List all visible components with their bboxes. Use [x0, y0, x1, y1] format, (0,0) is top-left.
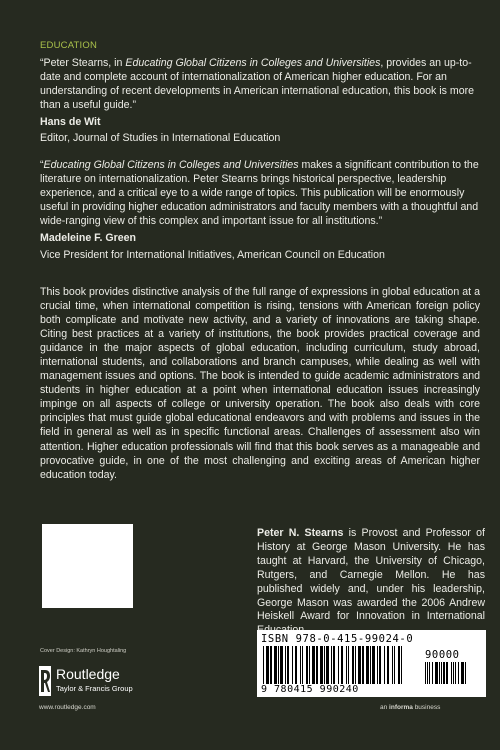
barcode-bar [366, 646, 369, 684]
author-bio [257, 527, 485, 638]
barcode-bar [398, 646, 400, 684]
barcode-bar [458, 662, 459, 684]
barcode-bar [401, 646, 402, 684]
barcode-bar [292, 646, 293, 684]
barcode-bar [394, 646, 395, 684]
barcode-bar [295, 646, 297, 684]
endorser-name: Hans de Wit [40, 116, 101, 129]
ean-digits: 9 780415 990240 [261, 684, 359, 695]
book-title-italic: Educating Global Citizens in Colleges and Universities [43, 159, 299, 171]
barcode-bar [451, 662, 452, 684]
barcode-bar [425, 662, 426, 684]
barcode-bar [455, 662, 456, 684]
barcode-bar [285, 646, 286, 684]
barcode-bar [439, 662, 440, 684]
barcode-bar [384, 646, 385, 684]
barcode-bar [453, 662, 454, 684]
quote-text: “ [40, 159, 44, 171]
barcode-bar [358, 646, 361, 684]
author-bio-text: is Provost and Professor of History at George Mason University. He has taught at Harvard, the University of Chicago, Rutgers, and Carnegie Mellon. He has published widely and, under his leadership, George Mason was awarded the 2006 Andrew Heiskell Award for Innovation in International [257, 527, 485, 623]
informa-pre: an [380, 704, 390, 711]
book-description: This book provides distinctive analysis of the full range of expressions in global education at a crucial time, when international competition is rising, tensions with American foreign policy both complicate and motivate new activity, and a variety of innovations are taking shape. Citing best practices at a variety of institutions, the book provides practical coverage and guidance in the major aspects of global education, including curriculum, study abroad, international students, and collaborations and branch campuses, while dealing as well with management issues and options. The book is intended to guide academic administrators and students in higher education at a point when international education issues increasingly impinge on all aspects of college or university operation. The book also deals with core principles that must guide global educational endeavors and with problems and issues in the field in general as well as in specific functional areas. Challenges of assessment also win attention. Higher education professionals will find that this book serves as a manageable and provocative guide, in one of the most challenging and exciting areas of American higher education today. [40, 286, 480, 481]
barcode-bar [429, 662, 430, 684]
barcode-bar [333, 646, 335, 684]
author-photo [42, 524, 133, 608]
barcode-bar [379, 646, 381, 684]
endorser-role: Editor, Journal of Studies in International Education [40, 132, 281, 145]
barcode-bar [352, 646, 354, 684]
barcode-bar [370, 646, 371, 684]
publisher-group: Taylor & Francis Group [56, 684, 133, 693]
cover-design-credit: Cover Design: Kathryn Houghtaling [40, 648, 127, 654]
barcode-bar [287, 646, 289, 684]
barcode-bar [348, 646, 349, 684]
isbn-barcode [257, 630, 486, 697]
barcode-bar [446, 662, 448, 684]
barcode-bar [312, 646, 315, 684]
barcode-bar [435, 662, 438, 684]
barcode-bar [266, 646, 269, 684]
publisher-logo [39, 666, 199, 706]
barcode-bar [320, 646, 323, 684]
barcode-bar [324, 646, 325, 684]
endorsement-quote [40, 56, 480, 112]
barcode-bar [432, 662, 433, 684]
barcode-bar [278, 646, 279, 684]
informa-business [380, 704, 440, 711]
barcode-bar [387, 646, 389, 684]
quote-text: , provides an up-to-date and complete account of internationalization of American higher education. For an understanding of recent developments in American international education, this book is more than a useful guide.” [40, 57, 475, 112]
barcode-bar [427, 662, 428, 684]
publisher-name: Routledge [56, 666, 120, 682]
barcode-bar [302, 646, 303, 684]
quote-text: makes a significant contribution to the literature on internationalization. Peter Stearns brings historical perspective, leadership experience, and a critical eye to a wide range of topics. This publication will be enormously useful in providing higher education administrators and faculty members with a thoughtful and wide-ranging view of this complex and important issue for all institutions.” [40, 159, 479, 228]
publisher-website: www.routledge.com [39, 704, 96, 711]
barcode-bar [377, 646, 378, 684]
barcode-bar [309, 646, 310, 684]
category-label: EDUCATION [40, 40, 98, 51]
quote-text: “Peter Stearns, in [40, 57, 126, 69]
barcode-bar [392, 646, 393, 684]
price-barcode-bars [423, 662, 483, 684]
endorser-name: Madeleine F. Green [40, 232, 136, 245]
barcode-bar [465, 662, 466, 684]
routledge-logo-icon [39, 666, 51, 696]
barcode-bar [300, 646, 301, 684]
barcode-bar [306, 646, 308, 684]
endorser-role: Vice President for International Initiatives, American Council on Education [40, 248, 385, 261]
barcode-bar [441, 662, 442, 684]
author-name: Peter N. Stearns [257, 527, 344, 539]
barcode-bar [270, 646, 272, 684]
endorsement-quote [40, 158, 480, 228]
barcode-bar [326, 646, 329, 684]
barcode-bar [443, 662, 445, 684]
barcode-bar [461, 662, 464, 684]
barcode-bar [331, 646, 332, 684]
barcode-bar [355, 646, 356, 684]
endorsement [40, 56, 480, 146]
barcode-bar [341, 646, 343, 684]
barcode-bar [316, 646, 318, 684]
informa-post: business [412, 704, 441, 711]
price-code: 90000 [425, 649, 460, 661]
barcode-bar [263, 646, 264, 684]
barcode-bar [280, 646, 283, 684]
barcode-bar [346, 646, 347, 684]
isbn-text: ISBN 978-0-415-99024-0 [261, 633, 414, 645]
barcode-bar [338, 646, 339, 684]
book-title-italic: Educating Global Citizens in Colleges and Universities [125, 57, 381, 69]
ean-barcode-bars [261, 646, 411, 684]
barcode-bar [362, 646, 364, 684]
barcode-bar [274, 646, 277, 684]
endorsement [40, 158, 480, 262]
barcode-bar [372, 646, 375, 684]
informa-brand: informa [389, 704, 413, 711]
